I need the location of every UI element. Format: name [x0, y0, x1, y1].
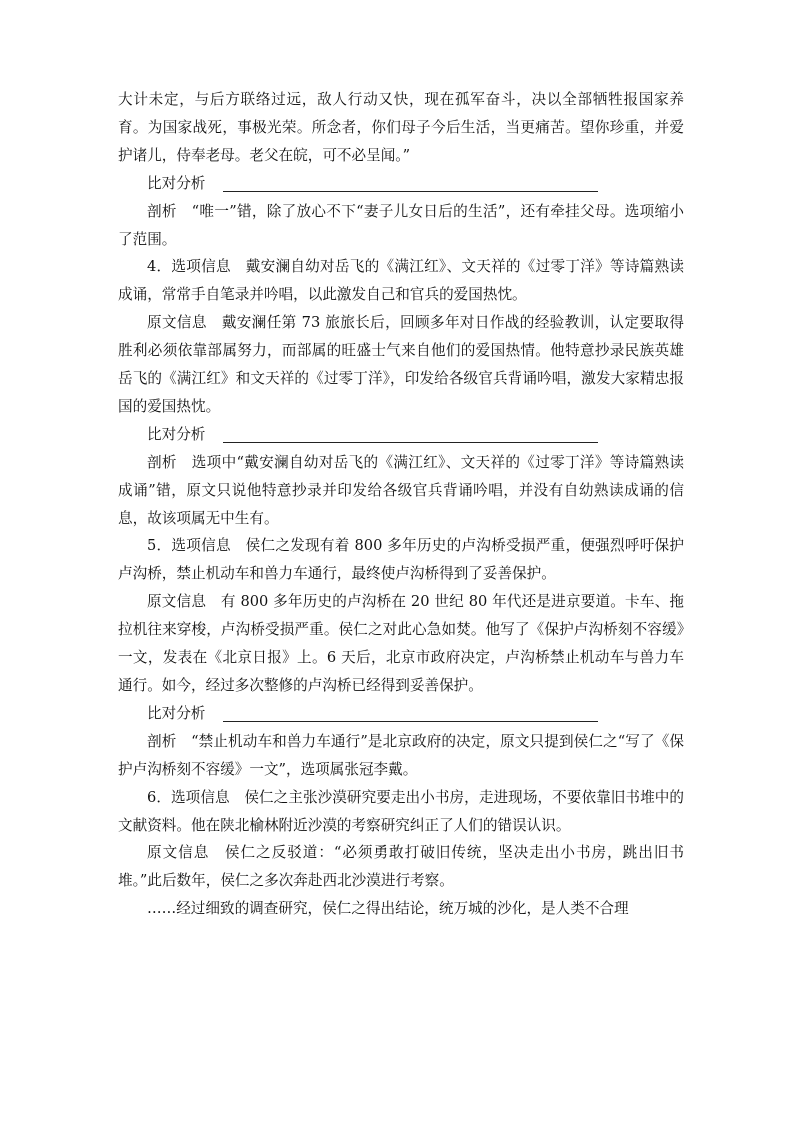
text-paragraph	[118, 895, 684, 923]
text-paragraph	[118, 253, 684, 309]
compare-analysis-row	[118, 700, 684, 728]
text-paragraph	[118, 728, 684, 784]
answer-blank-line	[223, 191, 598, 192]
paragraph-label: 6．选项信息	[147, 788, 245, 806]
text-paragraph	[118, 449, 684, 533]
text-paragraph	[118, 532, 684, 588]
paragraph-label: 原文信息	[147, 593, 221, 611]
document-body	[118, 86, 684, 923]
paragraph-label: 5．选项信息	[147, 537, 246, 555]
text-paragraph	[118, 839, 684, 895]
compare-analysis-label: 比对分析	[147, 704, 206, 722]
answer-blank-line	[223, 442, 598, 443]
paragraph-text: 戴安澜自幼对岳飞的《满江红》、文天祥的《过零丁洋》等诗篇熟读成诵，常常手自笔录并吟唱，以此激发自己和官兵的爱国热忱。	[118, 258, 685, 304]
text-paragraph	[118, 784, 684, 840]
paragraph-text: “禁止机动车和兽力车通行”是北京政府的决定，原文只提到侯仁之“写了《保护卢沟桥刻不容缓》一文”，选项属张冠李戴。	[118, 732, 684, 778]
text-paragraph	[118, 198, 684, 254]
paragraph-text: 戴安澜任第 73 旅旅长后，回顾多年对日作战的经验教训，认定要取得胜利必须依靠部属努力，而部属的旺盛士气来自他们的爱国热情。他特意抄录民族英雄岳飞的《满江红》和文天祥的《过零丁洋》，印发给各级官兵背诵吟唱，激发大家精忠报国的爱国热忱。	[118, 314, 684, 415]
paragraph-text: 有 800 多年历史的卢沟桥在 20 世纪 80 年代还是进京要道。卡车、拖拉机往来穿梭，卢沟桥受损严重。侯仁之对此心急如焚。他写了《保护卢沟桥刻不容缓》一文，发表在《北京日报》上。6 天后，北京市政府决定，卢沟桥禁止机动车与兽力车通行。如今，经过多次整修的卢沟桥已经得到妥善保护。	[118, 593, 684, 694]
answer-blank-line	[223, 721, 598, 722]
paragraph-label: 原文信息	[147, 844, 225, 862]
compare-analysis-row	[118, 421, 684, 449]
paragraph-label: 剖析	[147, 202, 192, 220]
text-paragraph	[118, 309, 684, 421]
paragraph-text: 侯仁之主张沙漠研究要走出小书房，走进现场，不要依靠旧书堆中的文献资料。他在陕北榆林附近沙漠的考察研究纠正了人们的错误认识。	[118, 788, 684, 834]
paragraph-text: 侯仁之发现有着 800 多年历史的卢沟桥受损严重，便强烈呼吁保护卢沟桥，禁止机动车和兽力车通行，最终使卢沟桥得到了妥善保护。	[118, 537, 684, 583]
paragraph-text: 大计未定，与后方联络过远，敌人行动又快，现在孤军奋斗，决以全部牺牲报国家养育。为国家战死，事极光荣。所念者，你们母子今后生活，当更痛苦。望你珍重，并爱护诸儿，侍奉老母。老父在皖，可不必呈闻。”	[118, 91, 684, 164]
paragraph-text: ……经过细致的调查研究，侯仁之得出结论，统万城的沙化，是人类不合理	[147, 900, 629, 918]
paragraph-label: 4．选项信息	[147, 258, 246, 276]
text-paragraph	[118, 588, 684, 700]
paragraph-text: 选项中“戴安澜自幼对岳飞的《满江红》、文天祥的《过零丁洋》等诗篇熟读成诵”错，原文只说他特意抄录并印发给各级官兵背诵吟唱，并没有自幼熟读成诵的信息，故该项属无中生有。	[118, 453, 684, 527]
paragraph-label: 剖析	[147, 732, 192, 750]
paragraph-text: 侯仁之反驳道：“必须勇敢打破旧传统，坚决走出小书房，跳出旧书堆。”此后数年，侯仁之多次奔赴西北沙漠进行考察。	[118, 844, 684, 890]
compare-analysis-row	[118, 170, 684, 198]
compare-analysis-label: 比对分析	[147, 174, 206, 192]
text-paragraph	[118, 86, 684, 170]
paragraph-label: 剖析	[147, 453, 192, 471]
paragraph-text: “唯一”错，除了放心不下“妻子儿女日后的生活”，还有牵挂父母。选项缩小了范围。	[118, 202, 684, 248]
paragraph-label: 原文信息	[147, 314, 222, 332]
compare-analysis-label: 比对分析	[147, 425, 206, 443]
